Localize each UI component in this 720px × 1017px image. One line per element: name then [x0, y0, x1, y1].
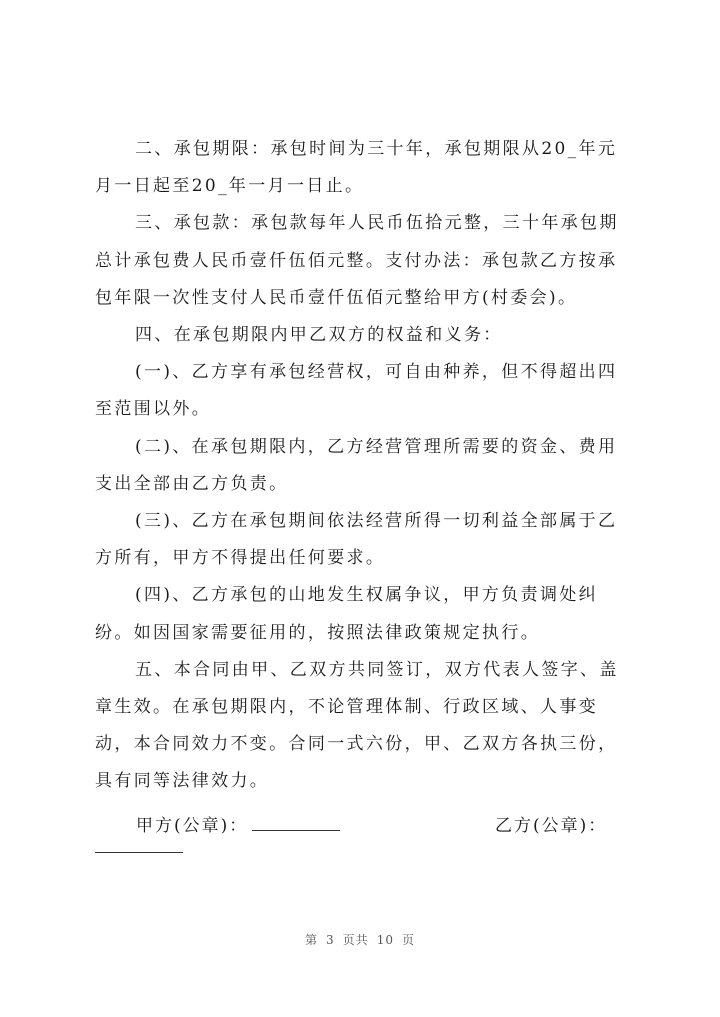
clause-payment: 三、承包款：承包款每年人民币伍拾元整，三十年承包期总计承包费人民币壹仟伍佰元整。支付办法：承包款乙方按承包年限一次性支付人民币壹仟伍佰元整给甲方(村委会)。 — [95, 213, 619, 308]
footer-page-number: 3 — [326, 933, 335, 947]
clause-rights-4: (四)、乙方承包的山地发生权属争议，甲方负责调处纠纷。如因国家需要征用的，按照法律政策规定执行。 — [95, 585, 599, 643]
clause-rights-heading: 四、在承包期限内甲乙双方的权益和义务： — [135, 325, 503, 346]
page-footer — [0, 931, 720, 948]
party-a-blank-line — [252, 814, 340, 831]
party-b-label: 乙方(公章)： — [495, 816, 608, 836]
clause-rights-3: (三)、乙方在承包期间依法经营所得一切利益全部属于乙方所有，甲方不得提出任何要求。 — [95, 511, 618, 569]
footer-total-pages: 10 — [376, 933, 394, 947]
party-b-signature — [495, 814, 607, 838]
party-a-label: 甲方(公章)： — [136, 816, 249, 836]
footer-prefix: 第 — [305, 933, 319, 947]
footer-middle: 页共 — [342, 933, 369, 947]
clause-rights-2: (二)、在承包期限内，乙方经营管理所需要的资金、费用支出全部由乙方负责。 — [95, 436, 618, 494]
contract-body — [95, 131, 635, 801]
footer-suffix: 页 — [401, 933, 415, 947]
clause-term: 二、承包期限：承包时间为三十年，承包期限从20_年元月一日起至20_年一月一日止。 — [95, 139, 618, 197]
clause-effect: 五、本合同由甲、乙双方共同签订，双方代表人签字、盖章生效。在承包期限内，不论管理体制、行政区域、人事变动，本合同效力不变。合同一式六份，甲、乙双方各执三份，具有同等法律效力。 — [95, 659, 619, 792]
party-b-blank-line — [95, 852, 183, 853]
clause-rights-1: (一)、乙方享有承包经营权，可自由种养，但不得超出四至范围以外。 — [95, 362, 618, 420]
party-a-signature — [136, 814, 340, 838]
